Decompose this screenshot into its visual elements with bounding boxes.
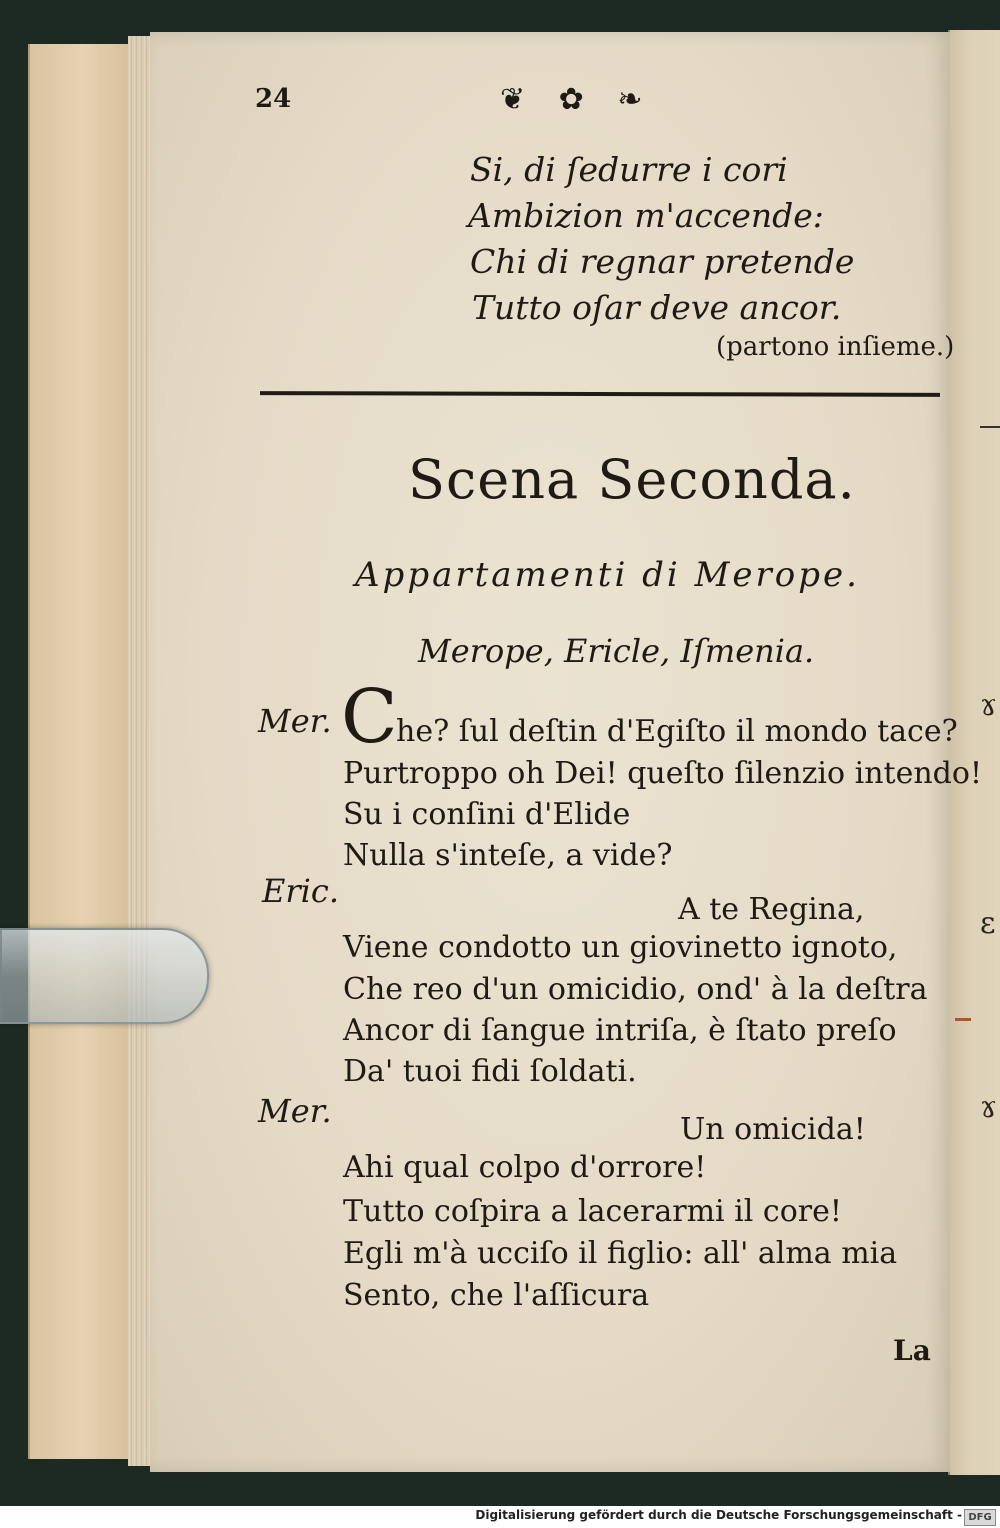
facing-page-edge [948, 30, 1000, 1475]
character-list: Merope, Ericle, Iſmenia. [418, 632, 815, 670]
verse-line: Chi di regnar pretende [470, 242, 855, 281]
facing-page-glyph: ɤ [980, 1090, 997, 1125]
speaker-label: Eric. [262, 872, 339, 910]
dialogue-line: Purtroppo oh Dei! queſto ſilenzio intendo! [343, 756, 982, 791]
scene-title: Scena Seconda. [408, 448, 856, 511]
speaker-label: Mer. [258, 1092, 332, 1130]
dialogue-line: Sento, che l'aſſicura [343, 1278, 650, 1313]
page-number: 24 [255, 84, 292, 114]
dialogue-line: Un omicida! [680, 1112, 866, 1147]
dialogue-line: A te Regina, [678, 892, 865, 927]
footer-bar [0, 1506, 1000, 1528]
facing-page-rule [980, 426, 1000, 428]
scene-setting: Appartamenti di Merope. [355, 555, 860, 595]
drop-cap: C [341, 674, 398, 760]
stage-direction: (partono inſieme.) [716, 332, 955, 362]
dialogue-line: Ancor di ſangue intriſa, è ſtato preſo [343, 1013, 897, 1048]
dialogue-line: Tutto coſpira a lacerarmi il core! [343, 1194, 842, 1229]
dialogue-line: Ahi qual colpo d'orrore! [343, 1150, 707, 1185]
glass-page-holder [0, 928, 209, 1024]
dialogue-line: Da' tuoi fidi ſoldati. [343, 1054, 637, 1089]
dfg-logo-icon: DFG [964, 1509, 996, 1526]
dialogue-line: Nulla s'inteſe, a vide? [343, 838, 673, 873]
verse-line: Si, di ſedurre i cori [470, 150, 788, 189]
verse-line: Tutto oſar deve ancor. [472, 288, 842, 327]
facing-page-glyph: ɤ [980, 688, 997, 723]
dialogue-line: Egli m'à ucciſo il figlio: all' alma mia [343, 1236, 898, 1271]
verse-line: Ambizion m'accende: [468, 196, 824, 235]
dialogue-line: Su i conſini d'Elide [343, 797, 631, 832]
funding-credit: Digitalisierung gefördert durch die Deutsche Forschungsgemeinschaft - [475, 1508, 962, 1522]
speaker-label: Mer. [258, 702, 332, 740]
catchword: La [893, 1334, 931, 1367]
header-ornament: ❦ ✿ ❧ [500, 82, 655, 117]
dialogue-line: he? ſul deſtin d'Egiſto il mondo tace? [396, 714, 958, 749]
facing-page-glyph: ɛ [980, 906, 996, 941]
dialogue-line: Viene condotto un giovinetto ignoto, [343, 930, 898, 965]
dialogue-line: Che reo d'un omicidio, ond' à la deſtra [343, 972, 928, 1007]
facing-page-mark [955, 1018, 971, 1021]
